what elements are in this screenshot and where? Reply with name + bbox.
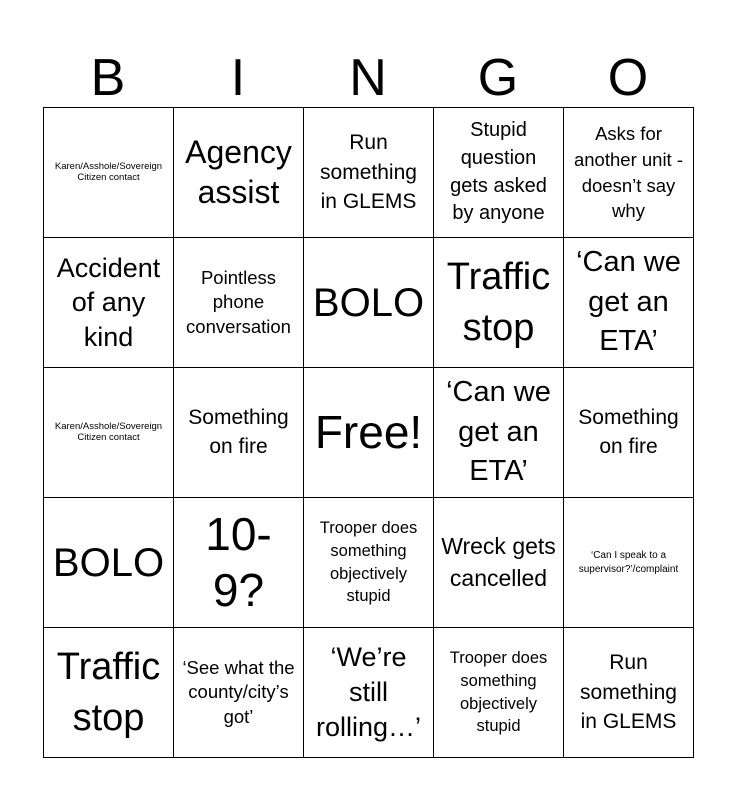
free-space-label: Free! <box>314 405 423 458</box>
bingo-cell-text: Asks for another unit - doesn’t say why <box>573 122 683 222</box>
bingo-cell-text: ‘See what the county/city’s got’ <box>182 657 295 727</box>
bingo-cell-text: ‘We’re still rolling…’ <box>315 641 422 743</box>
bingo-cell-text: Stupid question gets asked by anyone <box>450 119 547 225</box>
bingo-cell-text: Trooper does something objectively stupid <box>449 648 548 736</box>
bingo-cell-r5c1[interactable] <box>44 628 174 758</box>
bingo-cell-r5c5[interactable] <box>564 628 694 758</box>
bingo-cell-text: Something on fire <box>578 405 679 458</box>
bingo-cell-text: BOLO <box>52 540 165 585</box>
bingo-cell-r1c1[interactable] <box>44 108 174 238</box>
bingo-cell-r4c3[interactable] <box>304 498 434 628</box>
bingo-cell-r1c3[interactable] <box>304 108 434 238</box>
bingo-header <box>43 40 693 108</box>
header-letter-o: O <box>607 49 649 107</box>
bingo-cell-text: Karen/Asshole/Sovereign Citizen contact <box>54 160 163 183</box>
header-letter-g: G <box>477 49 519 107</box>
bingo-cell-r2c4[interactable] <box>434 238 564 368</box>
bingo-cell-text: Agency assist <box>185 134 292 210</box>
bingo-cell-text: ‘Can I speak to a supervisor?’/complaint <box>578 549 679 575</box>
bingo-cell-r2c5[interactable] <box>564 238 694 368</box>
bingo-cell-r3c5[interactable] <box>564 368 694 498</box>
bingo-cell-r3c1[interactable] <box>44 368 174 498</box>
bingo-board <box>43 107 694 758</box>
header-letter-n: N <box>349 49 387 107</box>
bingo-cell-r4c5[interactable] <box>564 498 694 628</box>
bingo-cell-r5c2[interactable] <box>174 628 304 758</box>
bingo-cell-text: Run something in GLEMS <box>580 651 677 734</box>
bingo-cell-text: Traffic stop <box>56 646 161 739</box>
bingo-cell-r3c4[interactable] <box>434 368 564 498</box>
bingo-cell-r2c2[interactable] <box>174 238 304 368</box>
bingo-cell-r3c2[interactable] <box>174 368 304 498</box>
bingo-cell-r1c4[interactable] <box>434 108 564 238</box>
header-letter-b: B <box>90 49 126 107</box>
bingo-cell-text: Accident of any kind <box>56 253 161 352</box>
bingo-cell-free[interactable] <box>304 368 434 498</box>
bingo-cell-text: Traffic stop <box>446 256 551 349</box>
bingo-cell-r4c4[interactable] <box>434 498 564 628</box>
bingo-cell-text: Pointless phone conversation <box>186 267 291 337</box>
bingo-cell-r5c4[interactable] <box>434 628 564 758</box>
bingo-cell-text: ‘Can we get an ETA’ <box>576 246 681 358</box>
header-letter-i: I <box>230 49 246 107</box>
bingo-cell-text: 10-9? <box>205 508 272 616</box>
bingo-cell-r2c1[interactable] <box>44 238 174 368</box>
bingo-cell-r5c3[interactable] <box>304 628 434 758</box>
bingo-cell-r1c2[interactable] <box>174 108 304 238</box>
bingo-cell-text: Something on fire <box>188 405 289 458</box>
bingo-cell-text: Wreck gets cancelled <box>441 532 556 591</box>
bingo-cell-text: Karen/Asshole/Sovereign Citizen contact <box>54 420 163 443</box>
bingo-cell-r4c1[interactable] <box>44 498 174 628</box>
bingo-cell-r2c3[interactable] <box>304 238 434 368</box>
bingo-cell-text: ‘Can we get an ETA’ <box>446 376 551 488</box>
bingo-cell-text: Run something in GLEMS <box>320 131 417 214</box>
bingo-cell-r4c2[interactable] <box>174 498 304 628</box>
bingo-cell-text: BOLO <box>312 280 425 325</box>
bingo-cell-r1c5[interactable] <box>564 108 694 238</box>
bingo-cell-text: Trooper does something objectively stupid <box>319 518 418 606</box>
